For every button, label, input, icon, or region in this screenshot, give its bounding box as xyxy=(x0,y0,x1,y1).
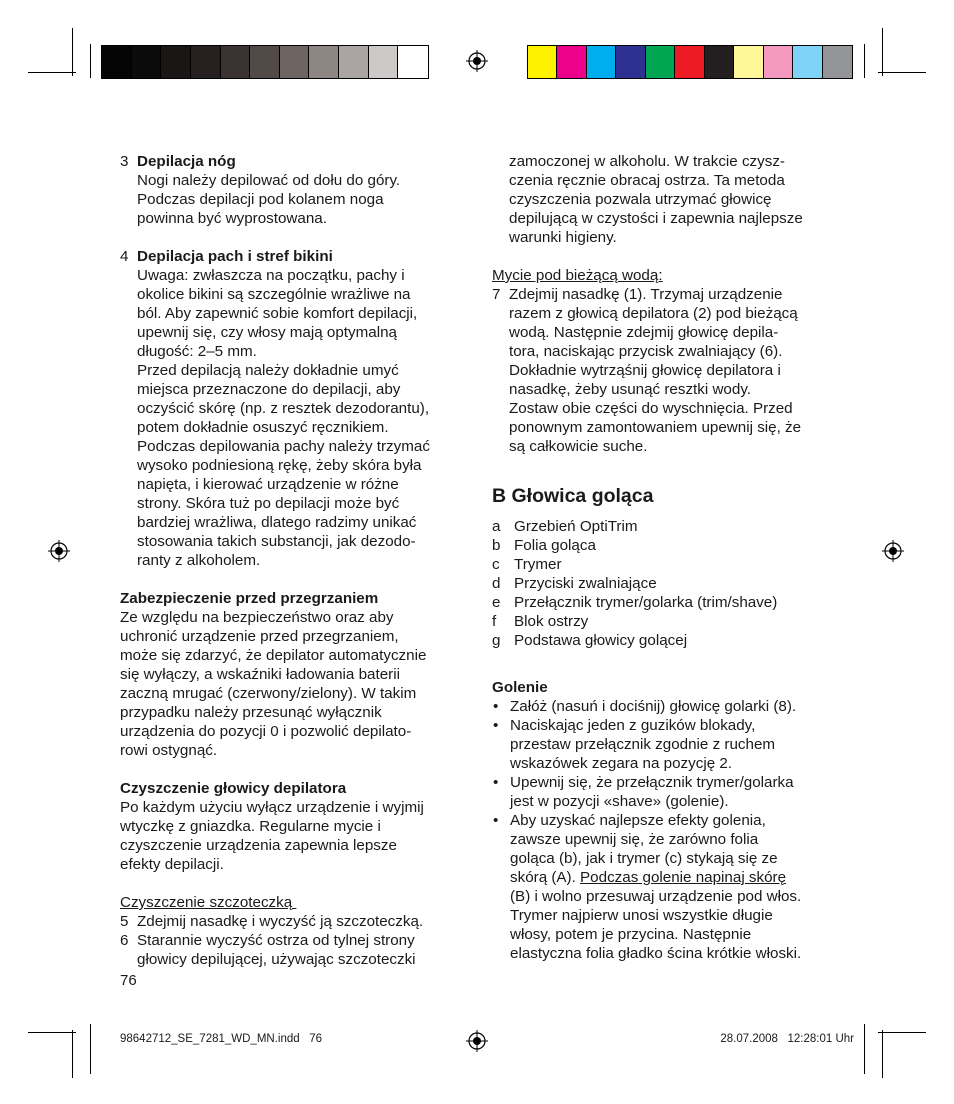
text-line: czyszczenie urządzenia zapewnia lepsze xyxy=(120,837,397,854)
item-letter: a xyxy=(492,518,501,535)
step-number: 6 xyxy=(120,932,129,949)
item-letter: g xyxy=(492,632,501,649)
text-line: jest w pozycji «shave» (golenie). xyxy=(510,793,729,810)
text-line: Zdejmij nasadkę (1). Trzymaj urządzenie xyxy=(509,286,783,303)
list-item xyxy=(492,536,852,555)
gray-color-bar xyxy=(101,45,429,79)
text-line: przestaw przełącznik zgodnie z ruchem xyxy=(510,736,776,753)
step-4 xyxy=(120,247,470,570)
color-swatch xyxy=(309,46,339,78)
text-line: zaczną mrugać (czerwony/zielony). W takim xyxy=(120,685,417,702)
bullet-icon: • xyxy=(493,774,499,791)
step-title: Depilacja pach i stref bikini xyxy=(137,248,333,265)
bullet-item xyxy=(492,716,852,773)
overheat-section xyxy=(120,589,470,760)
footer-date: 28.07.2008 12:28:01 Uhr xyxy=(720,1033,854,1045)
step-3 xyxy=(120,152,470,228)
brush-section xyxy=(120,893,470,969)
section-heading: B Głowica goląca xyxy=(492,485,654,507)
text-line: Zdejmij nasadkę i wyczyść ją szczoteczką. xyxy=(137,913,424,930)
text-line: Aby uzyskać najlepsze efekty golenia, xyxy=(510,812,766,829)
text-line: może się zdarzyć, że depilator automatycznie xyxy=(120,647,427,664)
item-letter: e xyxy=(492,594,501,611)
text-line: zamoczonej w alkoholu. W trakcie czysz- xyxy=(509,153,785,170)
item-letter: d xyxy=(492,575,501,592)
text-line: Ze względu na bezpieczeństwo oraz aby xyxy=(120,609,394,626)
text-line: powinna być wyprostowana. xyxy=(137,210,327,227)
text-line: miejsca przeznaczone do depilacji, aby xyxy=(137,381,401,398)
color-swatch xyxy=(587,46,616,78)
text-line: czyszczenia pozwala utrzymać głowicę xyxy=(509,191,772,208)
bullet-item xyxy=(492,811,852,963)
text-line: nasadkę, żeby usunąć resztki wody. xyxy=(509,381,751,398)
color-swatch xyxy=(191,46,221,78)
text-line: się wyłączy, a wskaźniki ładowania baterii xyxy=(120,666,400,683)
right-column xyxy=(492,152,852,963)
color-swatch xyxy=(528,46,557,78)
color-swatch xyxy=(398,46,428,78)
text-line: strony. Skóra tuż po depilacji może być xyxy=(137,495,400,512)
color-swatch xyxy=(132,46,162,78)
color-swatch xyxy=(339,46,369,78)
bullet-icon: • xyxy=(493,717,499,734)
text-line: Uwaga: zwłaszcza na początku, pachy i xyxy=(137,267,405,284)
color-swatch xyxy=(102,46,132,78)
text-line xyxy=(510,868,852,887)
subsection-title: Czyszczenie szczoteczką xyxy=(120,894,297,911)
item-text: Trymer xyxy=(514,556,562,573)
list-item xyxy=(492,574,852,593)
color-swatch xyxy=(557,46,586,78)
text-line: urządzenia do pozycji 0 i pozwolić depilato- xyxy=(120,723,412,740)
item-text: Blok ostrzy xyxy=(514,613,589,630)
text-line: efekty depilacji. xyxy=(120,856,224,873)
registration-mark-icon xyxy=(882,540,904,562)
footer-filename: 98642712_SE_7281_WD_MN.indd 76 xyxy=(120,1033,323,1045)
item-text: Przełącznik trymer/golarka (trim/shave) xyxy=(514,594,778,611)
bullet-icon: • xyxy=(493,812,499,829)
text-line: oczyścić skórę (np. z resztek dezodorantu), xyxy=(137,400,430,417)
text-line: wskazówek zegara na pozycję 2. xyxy=(510,755,733,772)
item-text: Przyciski zwalniające xyxy=(514,575,657,592)
text-line: uchronić urządzenie przed przegrzaniem, xyxy=(120,628,399,645)
text-line: przypadku należy przesunąć wyłącznik xyxy=(120,704,382,721)
text-line: (B) i wolno przesuwaj urządzenie pod włos. xyxy=(510,888,802,905)
section-title: Czyszczenie głowicy depilatora xyxy=(120,780,347,797)
step-number: 4 xyxy=(120,248,129,265)
step-6 xyxy=(120,931,470,969)
text-line: potem dokładnie osuszyć ręcznikiem. xyxy=(137,419,389,436)
text-line: razem z głowicą depilatora (2) pod bieżącą xyxy=(509,305,798,322)
color-swatch xyxy=(734,46,763,78)
text-line: depilującą w czystości i zapewnia najlepsze xyxy=(509,210,803,227)
step-number: 5 xyxy=(120,913,129,930)
item-letter: b xyxy=(492,537,501,554)
shaving-section xyxy=(492,678,852,963)
item-text: Podstawa głowicy golącej xyxy=(514,632,688,649)
bullet-item xyxy=(492,697,852,716)
text-line: stosowania takich substancji, jak dezodo- xyxy=(137,533,416,550)
list-item xyxy=(492,593,852,612)
bullet-icon: • xyxy=(493,698,499,715)
step-number: 3 xyxy=(120,153,129,170)
text-line: wtyczkę z gniazdka. Regularne mycie i xyxy=(120,818,381,835)
text-line: ból. Aby zapewnić sobie komfort depilacji, xyxy=(137,305,418,322)
registration-mark-icon xyxy=(466,50,488,72)
text-line: wysoko podniesioną rękę, żeby skóra była xyxy=(137,457,422,474)
text-line: okolice bikini są szczególnie wrażliwe na xyxy=(137,286,411,303)
color-swatch xyxy=(250,46,280,78)
color-swatch xyxy=(616,46,645,78)
text-line: tora, naciskając przycisk zwalniający (6). xyxy=(509,343,783,360)
text-fragment: skórą (A). xyxy=(510,869,581,886)
step-7 xyxy=(492,285,852,456)
text-line: rowi ostygnąć. xyxy=(120,742,218,759)
text-line: długość: 2–5 mm. xyxy=(137,343,257,360)
list-item xyxy=(492,517,852,536)
text-line: bardziej wrażliwa, dlatego radzimy unikać xyxy=(137,514,417,531)
text-line: ranty z alkoholem. xyxy=(137,552,261,569)
continued-text xyxy=(492,152,852,247)
process-color-bar xyxy=(527,45,853,79)
color-swatch xyxy=(793,46,822,78)
text-line: czenia ręcznie obracaj ostrza. Ta metoda xyxy=(509,172,785,189)
color-swatch xyxy=(161,46,191,78)
color-swatch xyxy=(280,46,310,78)
text-line: goląca (b), jak i trymer (c) stykają się ze xyxy=(510,850,778,867)
text-line: włosy, potem je przycina. Następnie xyxy=(510,926,752,943)
step-title: Depilacja nóg xyxy=(137,153,236,170)
registration-mark-icon xyxy=(466,1030,488,1052)
text-line: zawsze upewnij się, że zarówno folia xyxy=(510,831,759,848)
color-swatch xyxy=(764,46,793,78)
text-line: Podczas depilacji pod kolanem noga xyxy=(137,191,384,208)
page-number: 76 xyxy=(120,972,137,989)
text-line: ponownym zamontowaniem upewnij się, że xyxy=(509,419,802,436)
underlined-text: Podczas golenie napinaj skórę xyxy=(580,869,787,886)
text-line: Starannie wyczyść ostrza od tylnej strony xyxy=(137,932,415,949)
text-line: Załóż (nasuń i dociśnij) głowicę golarki (8). xyxy=(510,698,797,715)
left-column xyxy=(120,152,470,969)
list-item xyxy=(492,631,852,650)
color-swatch xyxy=(646,46,675,78)
text-line: Trymer najpierw unosi wszystkie długie xyxy=(510,907,773,924)
text-line: głowicy depilującej, używając szczoteczki xyxy=(137,951,416,968)
item-text: Grzebień OptiTrim xyxy=(514,518,638,535)
text-line: warunki higieny. xyxy=(509,229,617,246)
text-line: elastyczna folia gładko ścina krótkie włoski. xyxy=(510,945,802,962)
step-5 xyxy=(120,912,470,931)
text-line: wodą. Następnie zdejmij głowicę depila- xyxy=(509,324,779,341)
color-swatch xyxy=(369,46,399,78)
text-line: Podczas depilowania pachy należy trzymać xyxy=(137,438,430,455)
text-line: są całkowicie suche. xyxy=(509,438,648,455)
cleaning-section xyxy=(120,779,470,874)
section-title: Zabezpieczenie przed przegrzaniem xyxy=(120,590,379,607)
text-line: Nogi należy depilować od dołu do góry. xyxy=(137,172,401,189)
text-line: Naciskając jeden z guzików blokady, xyxy=(510,717,756,734)
color-swatch xyxy=(221,46,251,78)
subsection-title: Mycie pod bieżącą wodą: xyxy=(492,267,663,284)
text-line: upewnij się, czy włosy mają optymalną xyxy=(137,324,397,341)
text-line: napięta, i kierować urządzenie w różne xyxy=(137,476,399,493)
color-swatch xyxy=(705,46,734,78)
list-item xyxy=(492,555,852,574)
parts-list xyxy=(492,517,852,650)
text-line: Przed depilacją należy dokładnie umyć xyxy=(137,362,399,379)
step-number: 7 xyxy=(492,286,501,303)
registration-mark-icon xyxy=(48,540,70,562)
wash-section xyxy=(492,266,852,456)
text-line: Po każdym użyciu wyłącz urządzenie i wyjmij xyxy=(120,799,424,816)
item-letter: f xyxy=(492,613,497,630)
section-title: Golenie xyxy=(492,679,548,696)
text-line: Dokładnie wytrząśnij głowicę depilatora i xyxy=(509,362,781,379)
list-item xyxy=(492,612,852,631)
color-swatch xyxy=(675,46,704,78)
text-line: Upewnij się, że przełącznik trymer/golarka xyxy=(510,774,794,791)
text-line: Zostaw obie części do wyschnięcia. Przed xyxy=(509,400,793,417)
item-letter: c xyxy=(492,556,500,573)
item-text: Folia goląca xyxy=(514,537,596,554)
color-swatch xyxy=(823,46,852,78)
bullet-item xyxy=(492,773,852,811)
